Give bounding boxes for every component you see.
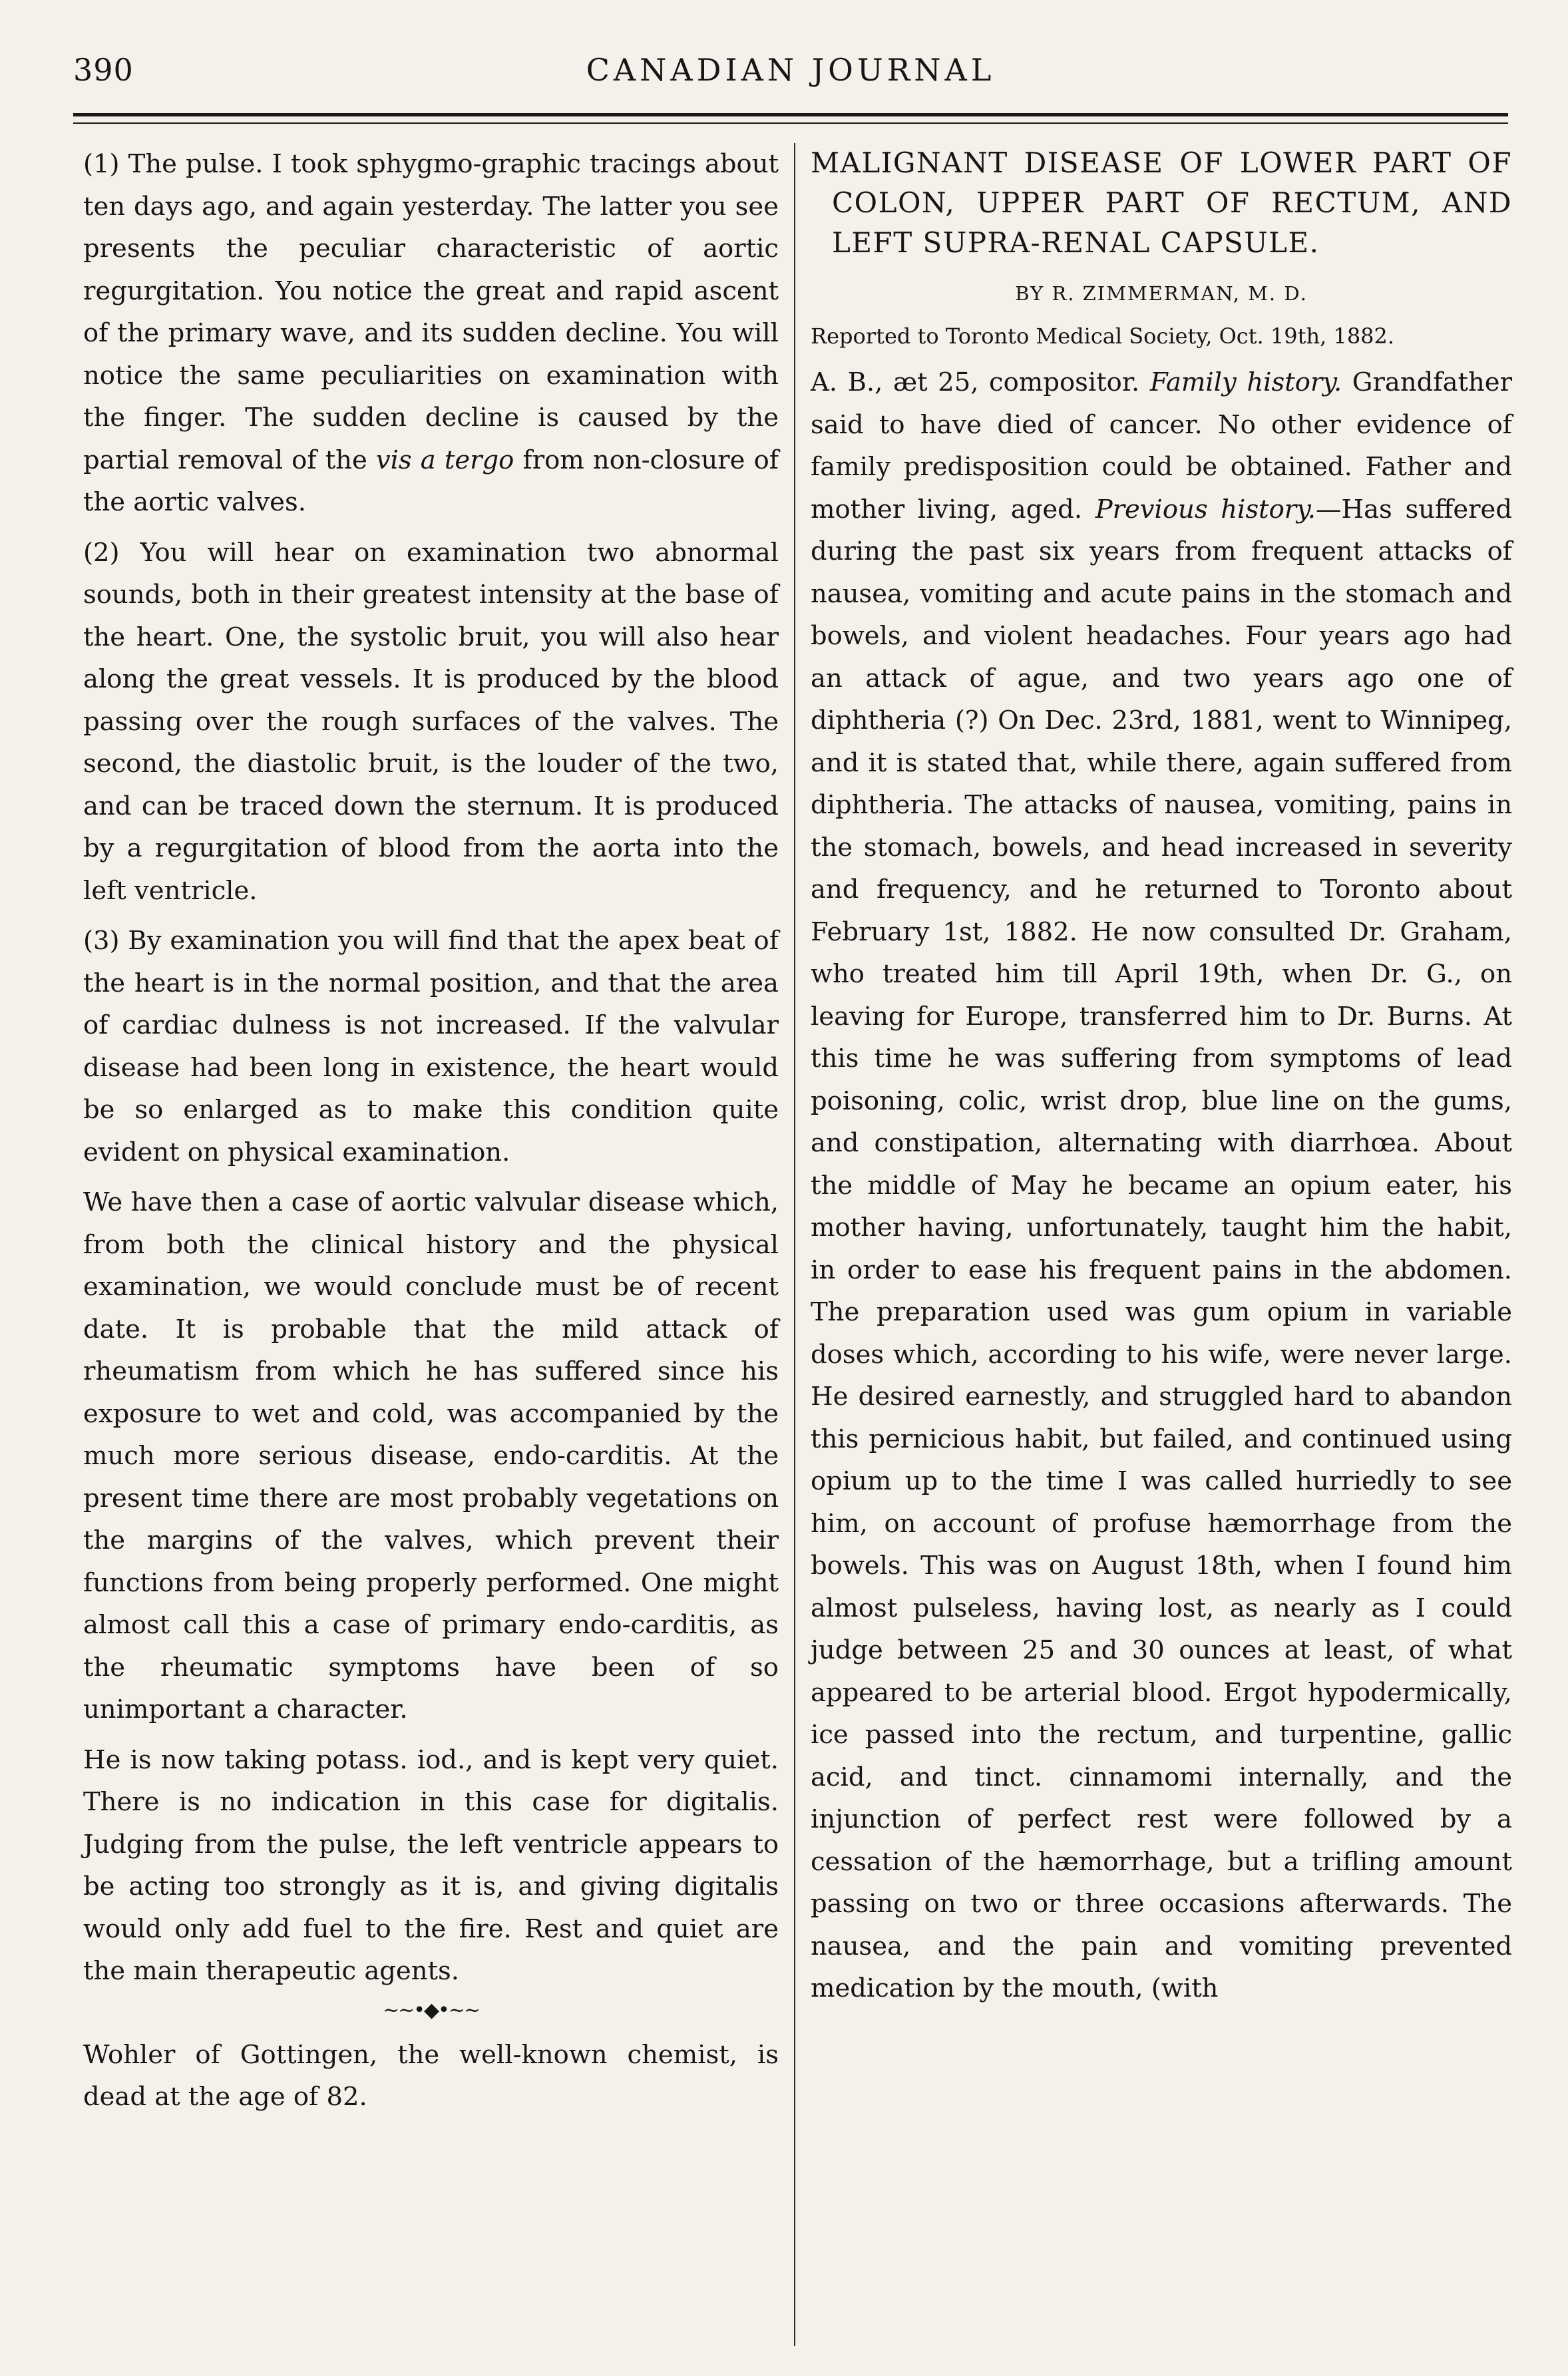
journal-title: CANADIAN JOURNAL [586,52,996,88]
article-title: MALIGNANT DISEASE OF LOWER PART OF COLON, UPPER PART OF RECTUM, AND LEFT SUPRA-RENAL CAPSULE. [811,146,1512,259]
section-ornament: ~~•◆•~~ [382,1998,479,2022]
header-rule-thick [73,113,1508,116]
paragraph-wohler-notice: Wohler of Gottingen, the well-known chemist, is dead at the age of 82. [83,2039,779,2112]
running-head [73,52,1508,99]
paragraph-treatment: He is now taking potass. iod., and is kept very quiet. There is no indication in this case for digitalis. Judging from the pulse, the left ventricle appears to be acting too strongly as it is, and giving digitalis would only add fuel to the fire. Rest and quiet are the main therapeutic agents. [83,1744,779,1986]
article-byline: BY R. ZIMMERMAN, M. D. [1015,282,1308,305]
paragraph-pulse: (1) The pulse. I took sphygmo-graphic tracings about ten days ago, and again yesterday. The latter you see presents the peculiar characteristic of aortic regurgitation. You notice the great and rapid ascent of the primary wave, and its sudden decline. You will notice the same peculiarities on examination with the finger. The sudden decline is caused by the partial removal of the vis a tergo from non-closure of the aortic valves. [83,149,779,517]
latin-phrase: vis a tergo [375,445,514,475]
right-column [811,143,1512,2349]
column-divider [794,143,795,2346]
left-column [83,143,779,2349]
subheading-previous-history: Previous history. [1095,494,1316,524]
article-reported-note: Reported to Toronto Medical Society, Oct. 19th, 1882. [811,323,1395,349]
paragraph-sounds: (2) You will hear on examination two abnormal sounds, both in their greatest intensity at the base of the heart. One, the systolic bruit, you will also hear along the great vessels. It is produced by the blood passing over the rough surfaces of the valves. The second, the diastolic bruit, is the louder of the two, and can be traced down the sternum. It is produced by a regurgitation of blood from the aorta into the left ventricle. [83,537,779,906]
paragraph-apex-beat: (3) By examination you will find that the apex beat of the heart is in the normal position, and that the area of cardiac dulness is not increased. If the valvular disease had been long in existence, the heart would be so enlarged as to make this condition quite evident on physical examination. [83,926,779,1167]
paragraph-conclusion: We have then a case of aortic valvular disease which, from both the clinical history and the physical examination, we would conclude must be of recent date. It is probable that the mild attack of rheumatism from which he has suffered since his exposure to wet and cold, was accompanied by the much more serious disease, endo-carditis. At the present time there are most probably vegetations on the margins of the valves, which prevent their functions from being properly performed. One might almost call this a case of primary endo-carditis, as the rheumatic symptoms have been of so unimportant a character. [83,1187,779,1724]
paragraph-case-history: A. B., æt 25, compositor. Family history. Grandfather said to have died of cancer. No other evidence of family predisposition could be obtained. Father and mother living, aged. Previous history.—Has suffered during the past six years from frequent attacks of nausea, vomiting and acute pains in the stomach and bowels, and violent headaches. Four years ago had an attack of ague, and two years ago one of diphtheria (?) On Dec. 23rd, 1881, went to Winnipeg, and it is stated that, while there, again suffered from diphtheria. The attacks of nausea, vomiting, pains in the stomach, bowels, and head increased in severity and frequency, and he returned to Toronto about February 1st, 1882. He now consulted Dr. Graham, who treated him till April 19th, when Dr. G., on leaving for Europe, transferred him to Dr. Burns. At this time he was suffering from symptoms of lead poisoning, colic, wrist drop, blue line on the gums, and constipation, alternating with diarrhœa. About the middle of May he became an opium eater, his mother having, unfortunately, taught him the habit, in order to ease his frequent pains in the abdomen. The preparation used was gum opium in variable doses which, according to his wife, were never large. He desired earnestly, and struggled hard to abandon this pernicious habit, but failed, and continued using opium up to the time I was called hurriedly to see him, on account of profuse hæmorrhage from the bowels. This was on August 18th, when I found him almost pulseless, having lost, as nearly as I could judge between 25 and 30 ounces at least, of what appeared to be arterial blood. Ergot hypodermically, ice passed into the rectum, and turpentine, gallic acid, and tinct. cinnamomi internally, and the injunction of perfect rest were followed by a cessation of the hæmorrhage, but a trifling amount passing on two or three occasions afterwards. The nausea, and the pain and vomiting prevented medication by the mouth, (with [811,367,1512,2003]
header-rule-thin [73,122,1508,124]
page-number: 390 [73,52,134,88]
subheading-family-history: Family history. [1149,367,1342,397]
